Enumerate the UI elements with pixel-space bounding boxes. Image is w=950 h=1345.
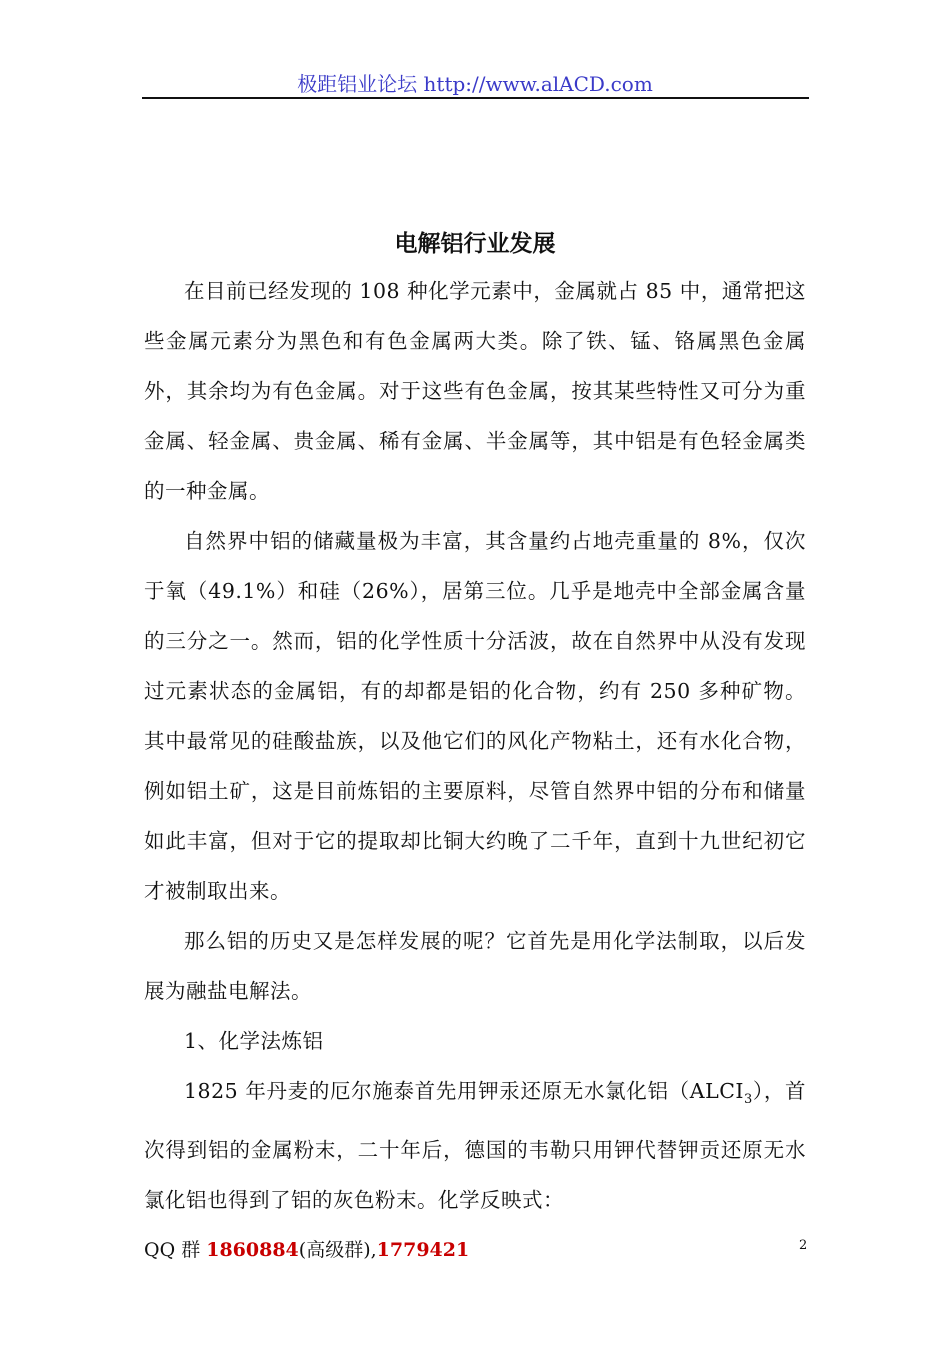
header-rule [142,97,809,99]
qq-group-number: 1860884 [206,1239,299,1261]
document-body [144,266,806,1225]
subscript: 3 [743,1092,753,1108]
paragraph: 那么铝的历史又是怎样发展的呢？它首先是用化学法制取，以后发展为融盐电解法。 [144,929,806,1003]
qq-group-number: 1779421 [376,1239,470,1261]
footer-prefix: QQ 群 [144,1239,207,1261]
page-header: 极距铝业论坛 http://www.alACD.com [297,72,653,96]
paragraph [144,1066,806,1225]
section-heading: 1、化学法炼铝 [184,1029,324,1053]
footer-middle: (高级群), [298,1239,377,1261]
page-footer [144,1235,469,1262]
paragraph: 在目前已经发现的 108 种化学元素中，金属就占 85 中，通常把这些金属元素分为黑色和有色金属两大类。除了铁、锰、铬属黑色金属外，其余均为有色金属。对于这些有色金属，按其某些特性又可分为重金属、轻金属、贵金属、稀有金属、半金属等，其中铝是有色轻金属类的一种金属。 [144,279,806,503]
paragraph-text: 1825 年丹麦的厄尔施泰首先用钾汞还原无水氯化铝（ALCI [184,1079,744,1103]
paragraph-text: ），首次得到铝的金属粉末，二十年后，德国的韦勒只用钾代替钾贡还原无水氯化铝也得到了铝的灰色粉末。化学反映式： [144,1079,807,1213]
page-number: 2 [799,1238,808,1253]
document-title: 电解铝行业发展 [394,230,556,257]
paragraph: 自然界中铝的储藏量极为丰富，其含量约占地壳重量的 8%，仅次于氧（49.1%）和硅（26%），居第三位。几乎是地壳中全部金属含量的三分之一。然而，铝的化学性质十分活波，故在自然界中从没有发现过元素状态的金属铝，有的却都是铝的化合物，约有 250 多种矿物。其中最常见的硅酸盐族，以及他它们的风化产物粘土，还有水化合物，例如铝土矿，这是目前炼铝的主要原料，尽管自然界中铝的分布和储量如此丰富，但对于它的提取却比铜大约晚了二千年，直到十九世纪初它才被制取出来。 [144,529,806,903]
